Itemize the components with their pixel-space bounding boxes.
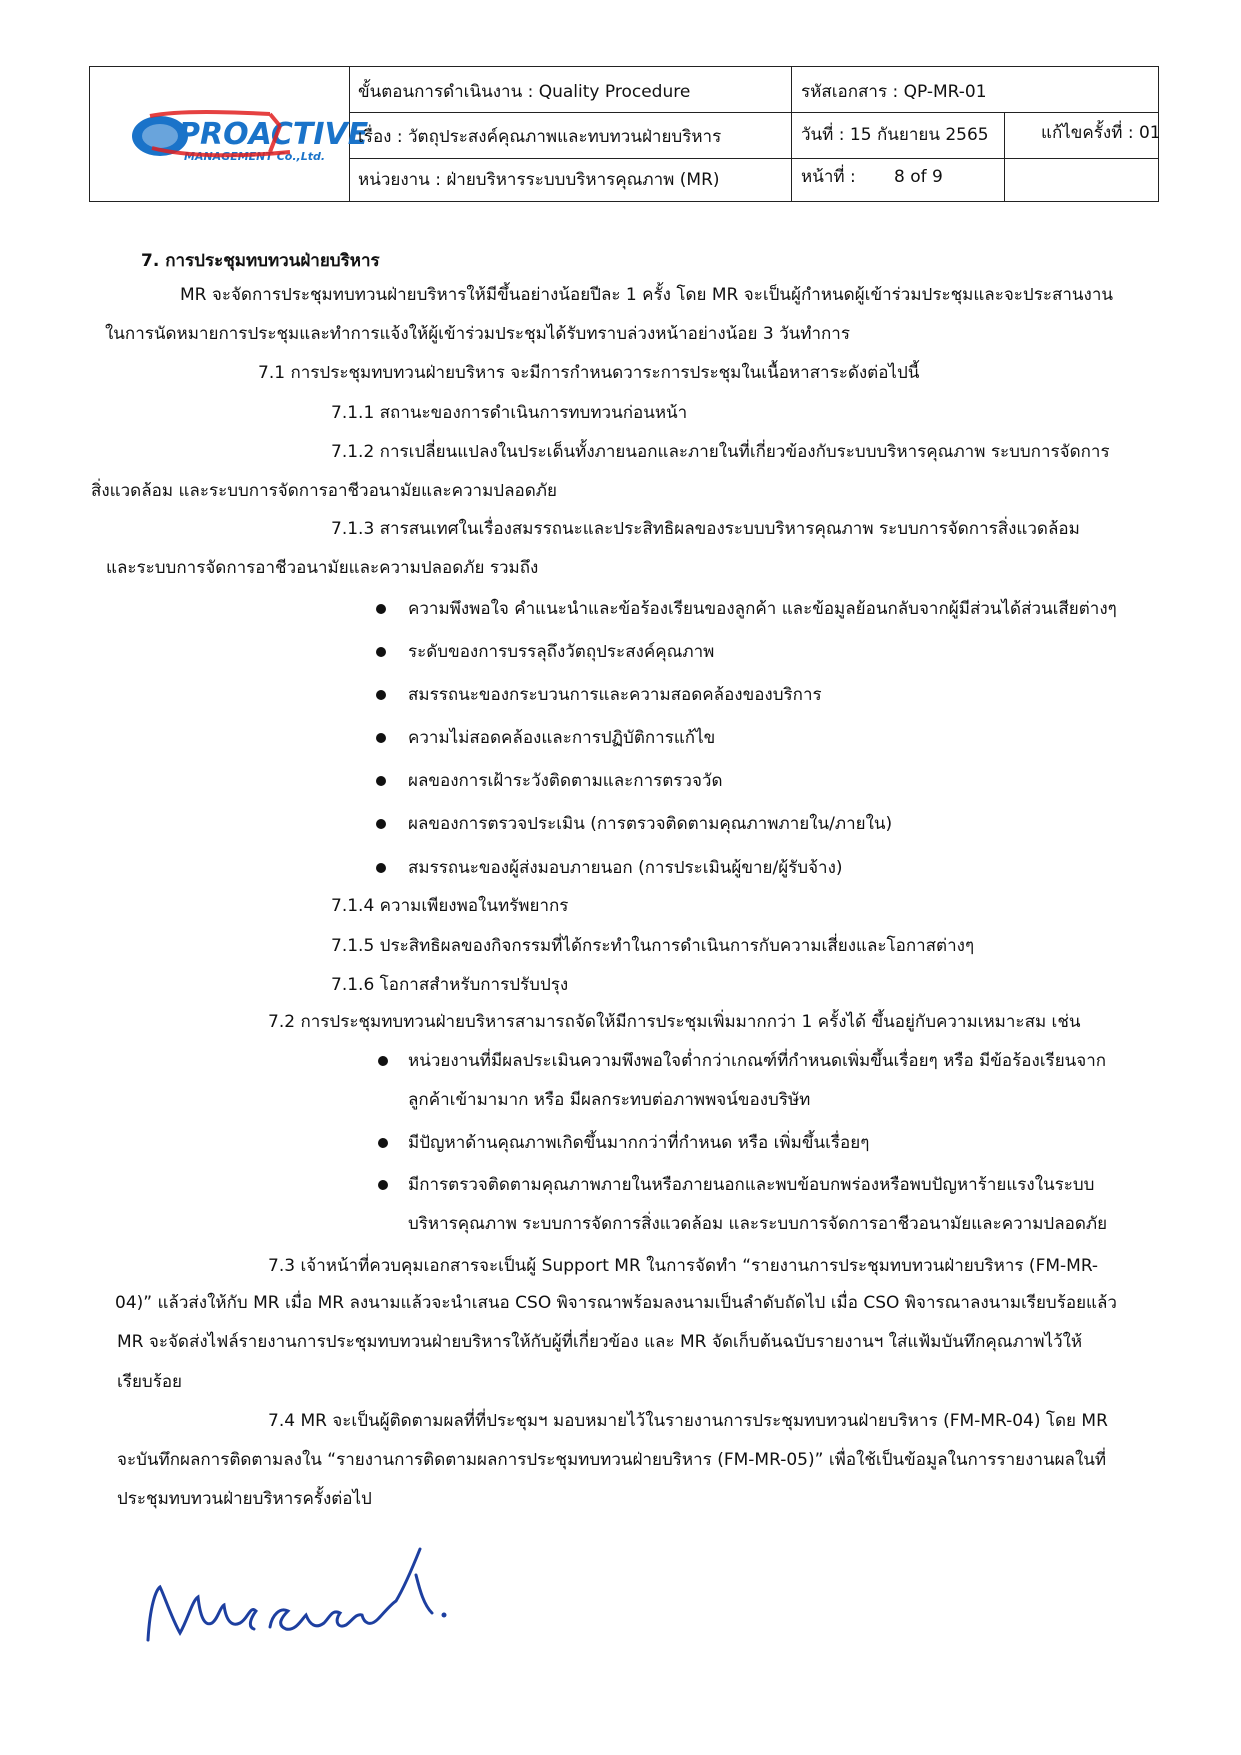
item-7-4-line-3: ประชุมทบทวนฝ่ายบริหารครั้งต่อไป [117, 1489, 372, 1509]
item-7-3-line-1: 7.3 เจ้าหน้าที่ควบคุมเอกสารจะเป็นผู้ Support MR ในการจัดทำ “รายงานการประชุมทบทวนฝ่ายบริหาร (FM-MR- [268, 1256, 1099, 1276]
bullet-item-line-2: บริหารคุณภาพ ระบบการจัดการสิ่งแวดล้อม และระบบการจัดการอาชีวอนามัยและความปลอดภัย [408, 1214, 1108, 1234]
bullet-icon [376, 690, 386, 700]
bullet-item: ผลของการเฝ้าระวังติดตามและการตรวจวัด [408, 771, 723, 791]
bullet-icon [376, 863, 386, 873]
item-7-1-2-line-1: 7.1.2 การเปลี่ยนแปลงในประเด็นทั้งภายนอกและภายในที่เกี่ยวข้องกับระบบบริหารคุณภาพ ระบบการจัดการ [331, 442, 1110, 462]
item-7-1-1: 7.1.1 สถานะของการดำเนินการทบทวนก่อนหน้า [331, 403, 688, 423]
item-7-1-6: 7.1.6 โอกาสสำหรับการปรับปรุง [331, 975, 569, 995]
item-7-1-5: 7.1.5 ประสิทธิผลของกิจกรรมที่ได้กระทำในการดำเนินการกับความเสี่ยงและโอกาสต่างๆ [331, 936, 975, 956]
intro-line-2: ในการนัดหมายการประชุมและทำการแจ้งให้ผู้เข้าร่วมประชุมได้รับทราบล่วงหน้าอย่างน้อย 3 วันทำการ [105, 324, 850, 344]
item-7-3-line-2: 04)” แล้วส่งให้กับ MR เมื่อ MR ลงนามแล้วจะนำเสนอ CSO พิจารณาพร้อมลงนามเป็นลำดับถัดไป เมื่อ CSO พิจารณาลงนามเรียบร้อยแล้ว [115, 1293, 1117, 1313]
bullet-icon [376, 604, 386, 614]
procedure-cell: ขั้นตอนการดำเนินงาน : Quality Procedure [358, 82, 691, 102]
bullet-icon [376, 776, 386, 786]
revision-cell: แก้ไขครั้งที่ : 01 [1041, 123, 1161, 143]
doc-code-cell: รหัสเอกสาร : QP-MR-01 [801, 82, 987, 102]
bullet-item: ระดับของการบรรลุถึงวัตถุประสงค์คุณภาพ [408, 642, 715, 662]
item-7-2: 7.2 การประชุมทบทวนฝ่ายบริหารสามารถจัดให้มีการประชุมเพิ่มมากกว่า 1 ครั้งได้ ขึ้นอยู่กับความเหมาะสม เช่น [268, 1012, 1081, 1032]
item-7-1-4: 7.1.4 ความเพียงพอในทรัพยากร [331, 896, 569, 916]
bullet-item-line-1: หน่วยงานที่มีผลประเมินความพึงพอใจต่ำกว่าเกณฑ์ที่กำหนดเพิ่มขึ้นเรื่อยๆ หรือ มีข้อร้องเรียนจาก [408, 1051, 1107, 1071]
subject-cell: เรื่อง : วัตถุประสงค์คุณภาพและทบทวนฝ่ายบริหาร [358, 127, 722, 147]
item-7-1-2-line-2: สิ่งแวดล้อม และระบบการจัดการอาชีวอนามัยและความปลอดภัย [91, 481, 557, 501]
bullet-icon [376, 733, 386, 743]
bullet-icon [378, 1180, 388, 1190]
bullet-icon [376, 819, 386, 829]
bullet-item: สมรรถนะของผู้ส่งมอบภายนอก (การประเมินผู้ขาย/ผู้รับจ้าง) [408, 858, 843, 878]
item-7-3-line-3: MR จะจัดส่งไฟล์รายงานการประชุมทบทวนฝ่ายบริหารให้กับผู้ที่เกี่ยวข้อง และ MR จัดเก็บต้นฉบับรายงานฯ ใส่แฟ้มบันทึกคุณภาพไว้ให้ [117, 1332, 1083, 1352]
logo-subtext: MANAGEMENT Co.,Ltd. [184, 150, 326, 163]
handwritten-signature [120, 1535, 460, 1645]
intro-line-1: MR จะจัดการประชุมทบทวนฝ่ายบริหารให้มีขึ้นอย่างน้อยปีละ 1 ครั้ง โดย MR จะเป็นผู้กำหนดผู้เข้าร่วมประชุมและจะประสานงาน [180, 285, 1113, 305]
bullet-item: ความพึงพอใจ คำแนะนำและข้อร้องเรียนของลูกค้า และข้อมูลย้อนกลับจากผู้มีส่วนได้ส่วนเสียต่างๆ [408, 599, 1117, 619]
bullet-icon [378, 1138, 388, 1148]
bullet-item-line-2: ลูกค้าเข้ามามาก หรือ มีผลกระทบต่อภาพพจน์ของบริษัท [408, 1090, 811, 1110]
page-number: 8 of 9 [894, 167, 943, 187]
item-7-1-3-line-1: 7.1.3 สารสนเทศในเรื่องสมรรถนะและประสิทธิผลของระบบบริหารคุณภาพ ระบบการจัดการสิ่งแวดล้อม [331, 519, 1080, 539]
bullet-item: มีปัญหาด้านคุณภาพเกิดขึ้นมากกว่าที่กำหนด หรือ เพิ่มขึ้นเรื่อยๆ [408, 1133, 870, 1153]
item-7-1: 7.1 การประชุมทบทวนฝ่ายบริหาร จะมีการกำหนดวาระการประชุมในเนื้อหาสาระดังต่อไปนี้ [258, 363, 920, 383]
date-cell: วันที่ : 15 กันยายน 2565 [801, 125, 989, 145]
bullet-item: สมรรถนะของกระบวนการและความสอดคล้องของบริการ [408, 685, 822, 705]
item-7-1-3-line-2: และระบบการจัดการอาชีวอนามัยและความปลอดภัย รวมถึง [106, 558, 539, 578]
logo-text: PROACTIVE [178, 117, 369, 152]
item-7-4-line-2: จะบันทึกผลการติดตามลงใน “รายงานการติดตามผลการประชุมทบทวนฝ่ายบริหาร (FM-MR-05)” เพื่อใช้เป็นข้อมูลในการรายงานผลในที่ [117, 1450, 1107, 1470]
bullet-item: ผลของการตรวจประเมิน (การตรวจติดตามคุณภาพภายใน/ภายใน) [408, 814, 893, 834]
bullet-icon [378, 1056, 388, 1066]
bullet-icon [376, 647, 386, 657]
company-logo [120, 108, 369, 170]
page-label: หน้าที่ : [801, 167, 856, 187]
item-7-4-line-1: 7.4 MR จะเป็นผู้ติดตามผลที่ที่ประชุมฯ มอบหมายไว้ในรายงานการประชุมทบทวนฝ่ายบริหาร (FM-MR-04) โดย MR [268, 1411, 1108, 1431]
department-cell: หน่วยงาน : ฝ่ายบริหารระบบบริหารคุณภาพ (MR) [358, 170, 720, 190]
bullet-item: ความไม่สอดคล้องและการปฏิบัติการแก้ไข [408, 728, 716, 748]
item-7-3-line-4: เรียบร้อย [117, 1372, 182, 1392]
section-heading: 7. การประชุมทบทวนฝ่ายบริหาร [141, 251, 380, 271]
bullet-item-line-1: มีการตรวจติดตามคุณภาพภายในหรือภายนอกและพบข้อบกพร่องหรือพบปัญหาร้ายแรงในระบบ [408, 1175, 1095, 1195]
